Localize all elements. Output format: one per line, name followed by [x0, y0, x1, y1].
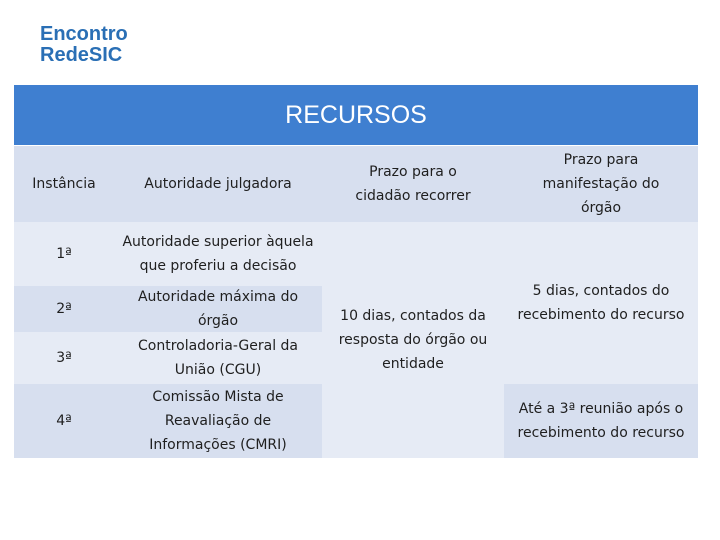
- row-2-autoridade: Autoridade máxima do órgão: [114, 286, 322, 332]
- logo-line-2: RedeSIC: [40, 44, 123, 66]
- row-4-autoridade: Comissão Mista de Reavaliação de Informações (CMRI): [114, 384, 322, 458]
- header-prazo-cidadao: Prazo para o cidadão recorrer: [322, 146, 504, 222]
- table-title-banner: [14, 84, 698, 145]
- row-3-autoridade: Controladoria-Geral da União (CGU): [114, 332, 322, 384]
- header-instancia: Instância: [14, 146, 114, 222]
- header-prazo-orgao: Prazo para manifestação do órgão: [504, 146, 698, 222]
- row-3-instancia: 3ª: [14, 332, 114, 384]
- prazo-cmri-cell: Até a 3ª reunião após o recebimento do recurso: [504, 384, 698, 458]
- row-1-autoridade: Autoridade superior àquela que proferiu a decisão: [114, 222, 322, 286]
- prazo-cidadao-cell: 10 dias, contados da resposta do órgão ou entidade: [322, 222, 504, 458]
- row-1-instancia: 1ª: [14, 222, 114, 286]
- prazo-orgao-cell: 5 dias, contados do recebimento do recurso: [504, 222, 698, 384]
- encontro-redesic-logo: [40, 24, 128, 65]
- row-2-instancia: 2ª: [14, 286, 114, 332]
- row-4-instancia: 4ª: [14, 384, 114, 458]
- table-title: RECURSOS: [285, 100, 427, 129]
- header-autoridade: Autoridade julgadora: [114, 146, 322, 222]
- logo-line-1: Encontro: [40, 23, 128, 45]
